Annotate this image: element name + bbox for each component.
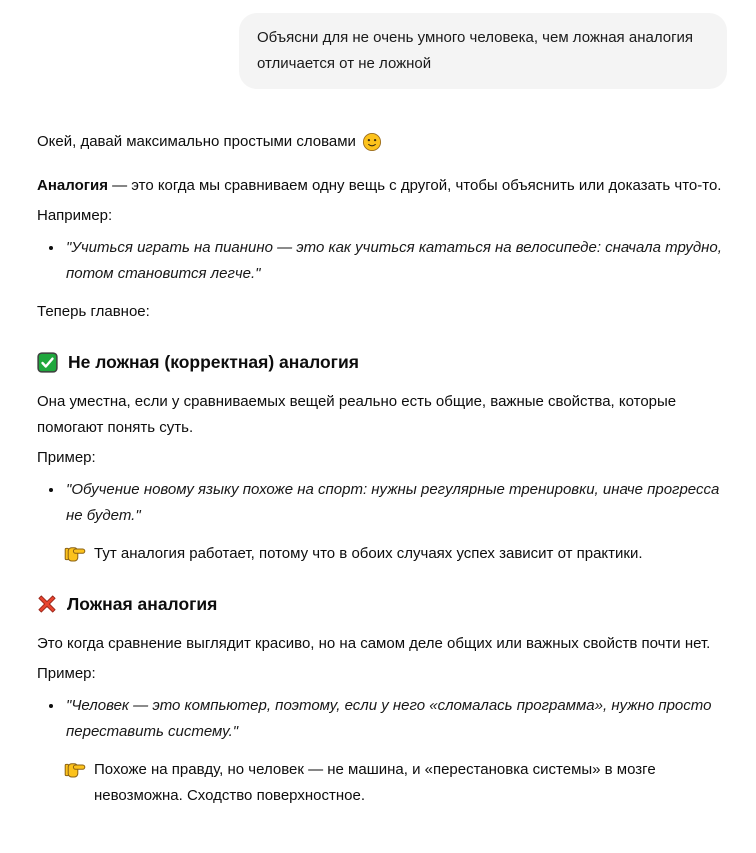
definition-rest: — это когда мы сравниваем одну вещь с другой, чтобы объяснить или доказать что-то. (107, 177, 722, 194)
valid-example-quote: "Обучение новому языку похоже на спорт: нужны регулярные тренировки, иначе прогресса не будет." (66, 481, 720, 524)
false-analogy-title: Ложная аналогия (67, 594, 218, 614)
valid-example-list (37, 477, 727, 529)
now-main-label: Теперь главное: (37, 303, 150, 320)
valid-analogy-heading (37, 349, 727, 375)
false-analogy-note (64, 757, 727, 809)
false-analogy-body: Это когда сравнение выглядит красиво, но на самом деле общих или важных свойств почти нет. (37, 635, 711, 652)
pointing-right-icon (64, 761, 86, 778)
false-analogy-note-text: Похоже на правду, но человек — не машина, и «перестановка системы» в мозге невозможна. Сходство поверхностное. (94, 761, 656, 804)
check-mark-icon (37, 352, 58, 373)
user-message-text: Объясни для не очень умного человека, чем ложная аналогия отличается от не ложной (257, 29, 694, 72)
list-item (64, 693, 727, 745)
intro-example-list (37, 235, 727, 287)
user-message-bubble (239, 13, 727, 89)
user-message-row (37, 13, 727, 89)
false-example-list (37, 693, 727, 745)
cross-mark-icon (37, 594, 57, 614)
valid-analogy-body: Она уместна, если у сравниваемых вещей реально есть общие, важные свойства, которые помогают понять суть. (37, 393, 677, 436)
false-analogy-heading (37, 591, 727, 617)
definition-paragraph (37, 173, 727, 199)
intro-paragraph (37, 129, 727, 155)
list-item (64, 235, 727, 287)
assistant-message (37, 129, 727, 809)
false-example-label: Пример: (37, 665, 96, 682)
valid-analogy-note-text: Тут аналогия работает, потому что в обоих случаях успех зависит от практики. (94, 545, 643, 562)
valid-analogy-note (64, 541, 727, 567)
valid-example-label: Пример: (37, 449, 96, 466)
pointing-right-icon (64, 545, 86, 562)
intro-example-quote: "Учиться играть на пианино — это как учиться кататься на велосипеде: сначала трудно, потом становится легче." (66, 239, 722, 282)
slightly-smiling-face-icon (362, 132, 382, 152)
definition-term: Аналогия (37, 177, 108, 194)
intro-text: Окей, давай максимально простыми словами (37, 133, 356, 150)
false-example-quote: "Человек — это компьютер, поэтому, если у него «сломалась программа», нужно просто переставить систему." (66, 697, 712, 740)
for-example-label: Например: (37, 207, 113, 224)
valid-analogy-title: Не ложная (корректная) аналогия (68, 352, 359, 372)
list-item (64, 477, 727, 529)
